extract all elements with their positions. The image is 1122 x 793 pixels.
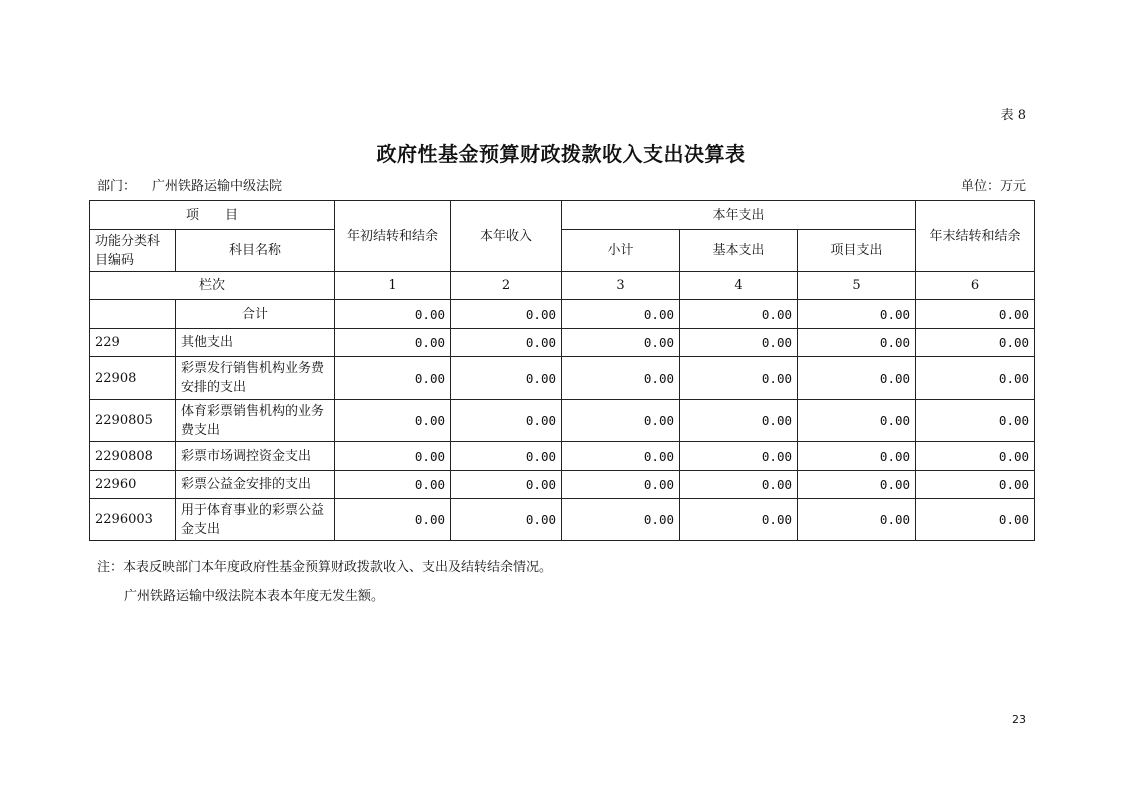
- row-value: 0.00: [798, 471, 916, 499]
- row-value: 0.00: [916, 329, 1035, 357]
- row-code: 2290805: [90, 400, 176, 442]
- row-value: 0.00: [335, 400, 451, 442]
- row-value: 0.00: [916, 357, 1035, 400]
- row-value: 0.00: [680, 471, 798, 499]
- row-name: 其他支出: [176, 329, 335, 357]
- row-value: 0.00: [562, 471, 680, 499]
- row-name: 用于体育事业的彩票公益金支出: [176, 499, 335, 541]
- row-value: 0.00: [562, 400, 680, 442]
- row-code: 2290808: [90, 442, 176, 471]
- header-income: 本年收入: [451, 201, 562, 272]
- total-value: 0.00: [916, 300, 1035, 329]
- table-note: 注：本表反映部门本年度政府性基金预算财政拨款收入、支出及结转结余情况。: [97, 560, 553, 575]
- row-value: 0.00: [916, 499, 1035, 541]
- total-value: 0.00: [562, 300, 680, 329]
- header-column-index: 栏次: [90, 272, 335, 300]
- total-value: 0.00: [680, 300, 798, 329]
- row-value: 0.00: [798, 329, 916, 357]
- row-value: 0.00: [451, 471, 562, 499]
- header-subject-name: 科目名称: [176, 230, 335, 272]
- row-value: 0.00: [916, 442, 1035, 471]
- department-name: 广州铁路运输中级法院: [152, 179, 283, 194]
- column-index-5: 5: [798, 272, 916, 300]
- row-value: 0.00: [562, 329, 680, 357]
- row-value: 0.00: [451, 400, 562, 442]
- header-project: 项目支出: [798, 230, 916, 272]
- no-transactions-note: 广州铁路运输中级法院本表本年度无发生额。: [124, 589, 385, 604]
- row-value: 0.00: [451, 329, 562, 357]
- table-row: [90, 357, 1035, 400]
- unit-label: 单位：万元: [960, 179, 1026, 194]
- row-value: 0.00: [680, 329, 798, 357]
- row-value: 0.00: [451, 442, 562, 471]
- column-index-4: 4: [680, 272, 798, 300]
- row-value: 0.00: [680, 499, 798, 541]
- column-index-6: 6: [916, 272, 1035, 300]
- table-row: [90, 499, 1035, 541]
- fund-budget-table: [89, 200, 1035, 541]
- total-value: 0.00: [798, 300, 916, 329]
- row-value: 0.00: [916, 400, 1035, 442]
- department-label: 部门：: [97, 179, 137, 194]
- header-item: 项 目: [90, 201, 335, 230]
- row-value: 0.00: [335, 329, 451, 357]
- table-row: [90, 329, 1035, 357]
- row-code: 2296003: [90, 499, 176, 541]
- total-label: 合计: [176, 300, 335, 329]
- page-title: 政府性基金预算财政拨款收入支出决算表: [376, 142, 746, 166]
- row-code: 22908: [90, 357, 176, 400]
- header-expenditure: 本年支出: [562, 201, 916, 230]
- row-value: 0.00: [798, 400, 916, 442]
- total-value: 0.00: [451, 300, 562, 329]
- row-value: 0.00: [335, 442, 451, 471]
- page-number: 23: [1012, 713, 1026, 726]
- row-name: 彩票市场调控资金支出: [176, 442, 335, 471]
- row-value: 0.00: [680, 400, 798, 442]
- header-closing-balance: 年末结转和结余: [916, 201, 1035, 272]
- row-value: 0.00: [798, 357, 916, 400]
- row-code: 22960: [90, 471, 176, 499]
- total-value: 0.00: [335, 300, 451, 329]
- column-index-1: 1: [335, 272, 451, 300]
- row-value: 0.00: [798, 442, 916, 471]
- column-index-3: 3: [562, 272, 680, 300]
- row-value: 0.00: [680, 357, 798, 400]
- header-func-code: 功能分类科目编码: [90, 230, 176, 272]
- header-subtotal: 小计: [562, 230, 680, 272]
- row-value: 0.00: [680, 442, 798, 471]
- row-value: 0.00: [916, 471, 1035, 499]
- row-name: 彩票公益金安排的支出: [176, 471, 335, 499]
- table-row: [90, 442, 1035, 471]
- row-value: 0.00: [562, 357, 680, 400]
- row-value: 0.00: [335, 357, 451, 400]
- row-value: 0.00: [451, 357, 562, 400]
- row-value: 0.00: [798, 499, 916, 541]
- row-name: 彩票发行销售机构业务费安排的支出: [176, 357, 335, 400]
- department-line: [97, 175, 282, 194]
- total-row: [90, 300, 1035, 329]
- row-value: 0.00: [335, 499, 451, 541]
- table-row: [90, 471, 1035, 499]
- header-opening-balance: 年初结转和结余: [335, 201, 451, 272]
- row-value: 0.00: [335, 471, 451, 499]
- total-code-cell: [90, 300, 176, 329]
- column-index-2: 2: [451, 272, 562, 300]
- row-value: 0.00: [451, 499, 562, 541]
- row-name: 体育彩票销售机构的业务费支出: [176, 400, 335, 442]
- table-number: 表 8: [1000, 108, 1026, 123]
- row-value: 0.00: [562, 499, 680, 541]
- table-row: [90, 400, 1035, 442]
- row-value: 0.00: [562, 442, 680, 471]
- header-basic: 基本支出: [680, 230, 798, 272]
- row-code: 229: [90, 329, 176, 357]
